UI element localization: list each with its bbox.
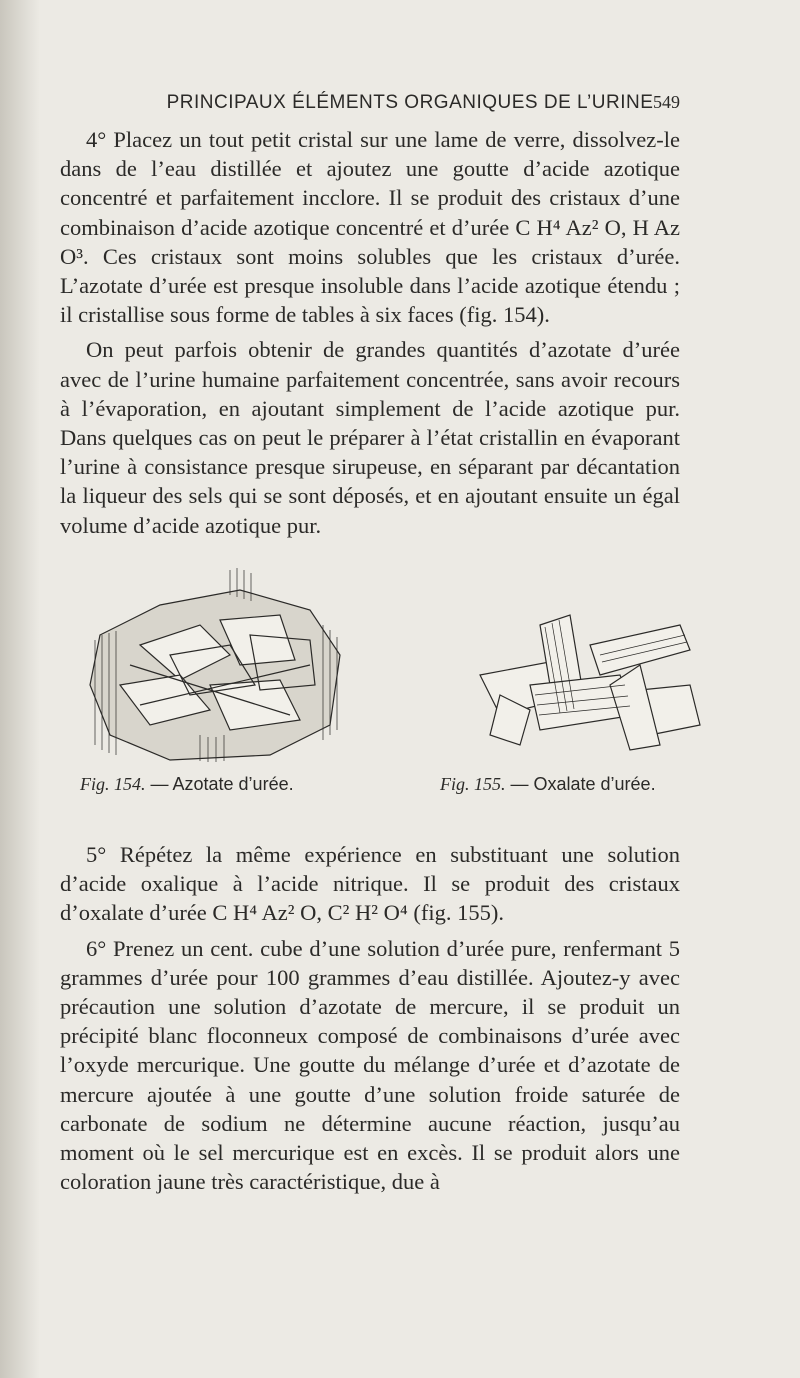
figure-caption-text: — Oxalate d’urée. — [505, 774, 656, 794]
page-edge-shadow — [0, 0, 40, 1378]
figure-caption — [80, 774, 360, 795]
figure-label: Fig. 155. — [440, 774, 506, 794]
figure-label: Fig. 154. — [80, 774, 146, 794]
figure-154 — [80, 565, 360, 795]
page-number: 549 — [653, 92, 680, 112]
figure-caption-text: — Azotate d’urée. — [145, 774, 294, 794]
figure-155 — [440, 565, 730, 795]
paragraph: 4° Placez un tout petit cristal sur une lame de verre, dissolvez-le dans de l’eau distillée et ajoutez une goutte d’acide azotique concentré et parfaitement incclore. Il se produit des cristaux d’une combinaison d’acide azotique concentré et d’urée C H⁴ Az² O, H Az O³. Ces cristaux sont moins solubles que les cristaux d’urée. L’azotate d’urée est presque insoluble dans l’acide azotique étendu ; il cristallise sous forme de tables à six faces (fig. 154). — [60, 127, 680, 328]
paragraph: 6° Prenez un cent. cube d’une solution d’urée pure, renfermant 5 grammes d’urée pour 100 grammes d’eau distillée. Ajoutez-y avec précaution une solution d’azotate de mercure, il se produit un précipité blanc floconneux composé de combinaisons d’urée avec l’oxyde mercurique. Une goutte du mélange d’urée et d’azotate de mercure ajoutée à une goutte d’une solution froide saturée de carbonate de sodium ne détermine aucune réaction, jusqu’au moment où le sel mercurique est en excès. Il se produit alors une coloration jaune très caractéristique, due à — [60, 935, 680, 1195]
text-block-bottom — [60, 840, 680, 1202]
running-head: PRINCIPAUX ÉLÉMENTS ORGANIQUES DE L’URINE — [166, 92, 654, 113]
azotate-crystals-illustration — [80, 565, 355, 765]
oxalate-crystals-illustration — [440, 565, 730, 765]
figure-caption — [440, 774, 730, 795]
paragraph: On peut parfois obtenir de grandes quantités d’azotate d’urée avec de l’urine humaine parfaitement concentrée, sans avoir recours à l’évaporation, en ajoutant simplement de l’acide azotique pur. Dans quelques cas on peut le préparer à l’état cristallin en évaporant l’urine à consistance presque sirupeuse, en séparant par décantation la liqueur des sels qui se sont déposés, et en ajoutant ensuite un égal volume d’acide azotique pur. — [60, 337, 680, 538]
paragraph: 5° Répétez la même expérience en substituant une solution d’acide oxalique à l’acide nitrique. Il se produit des cristaux d’oxalate d’urée C H⁴ Az² O, C² H² O⁴ (fig. 155). — [60, 842, 680, 926]
text-block-top — [60, 125, 680, 546]
